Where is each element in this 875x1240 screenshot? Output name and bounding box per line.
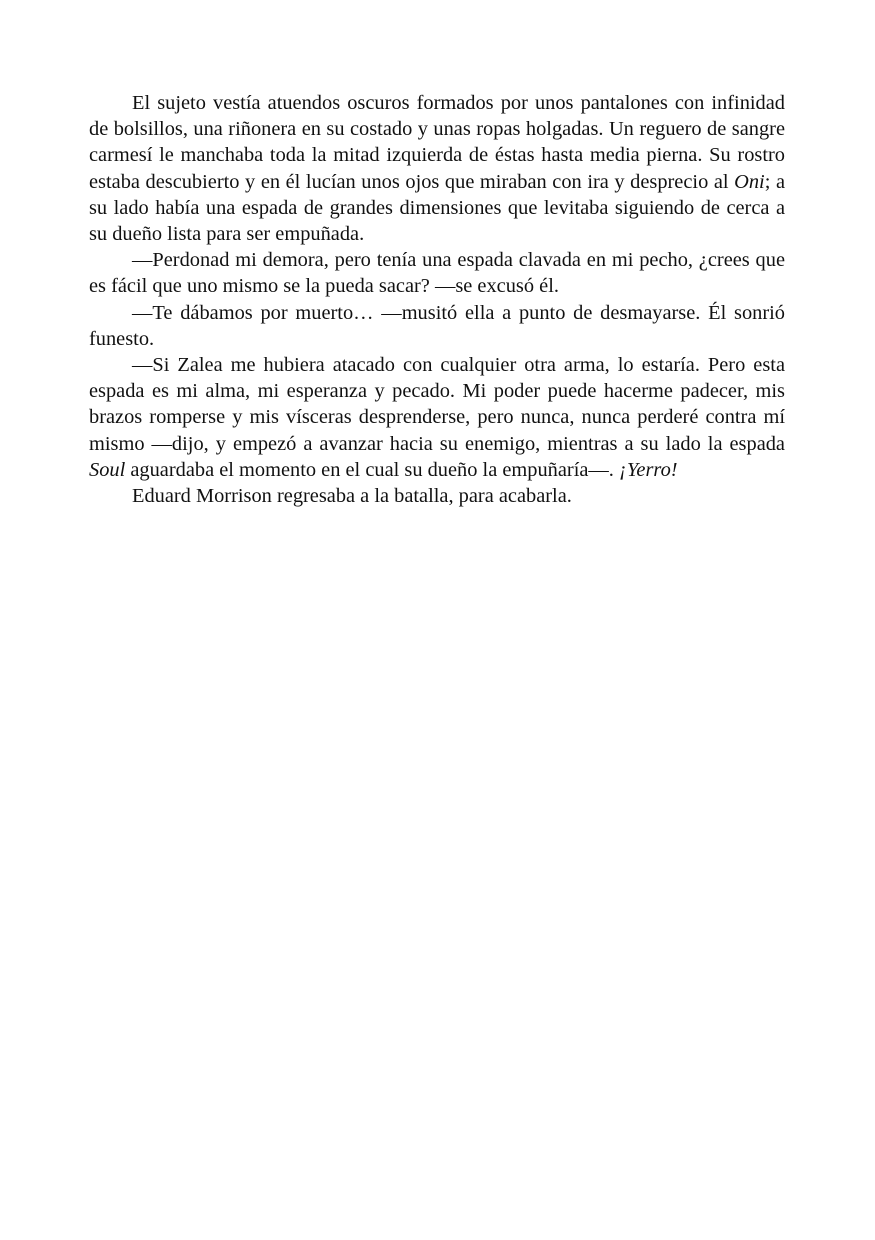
italic-exclamation-yerro: ¡Yerro! (619, 458, 678, 481)
paragraph-2 (89, 247, 785, 299)
paragraph-1-text-1: El sujeto vestía atuendos oscuros formados por unos pantalones con infinidad de bolsillos, una riñonera en su costado y unas ropas holgadas. Un reguero de sangre carmesí le manchaba toda la mitad izquierda de éstas hasta media pierna. Su rostro estaba descubierto y en él lucían unos ojos que miraban con ira y desprecio al (89, 92, 785, 193)
italic-word-soul: Soul (89, 458, 126, 481)
paragraph-5-text: Eduard Morrison regresaba a la batalla, para acabarla. (132, 485, 572, 508)
paragraph-2-text: —Perdonad mi demora, pero tenía una espada clavada en mi pecho, ¿crees que es fácil que uno mismo se la pueda sacar? —se excusó él. (89, 249, 785, 298)
paragraph-5 (89, 483, 785, 509)
paragraph-4 (89, 352, 785, 483)
paragraph-4-text-2: aguardaba el momento en el cual su dueño la empuñaría—. (125, 458, 619, 481)
paragraph-3-text: —Te dábamos por muerto… —musitó ella a punto de desmayarse. Él sonrió funesto. (89, 301, 785, 350)
italic-word-oni: Oni (734, 170, 765, 193)
paragraph-4-text-1: —Si Zalea me hubiera atacado con cualquier otra arma, lo estaría. Pero esta espada es mi alma, mi esperanza y pecado. Mi poder puede hacerme padecer, mis brazos romperse y mis vísceras desprenderse, pero nunca, nunca perderé contra mí mismo —dijo, y empezó a avanzar hacia su enemigo, mientras a su lado la espada (89, 354, 785, 455)
paragraph-1-text-2: ; a su lado había una espada de grandes dimensiones que levitaba siguiendo de cerca a su dueño lista para ser empuñada. (89, 170, 785, 246)
paragraph-3 (89, 300, 785, 352)
paragraph-1 (89, 90, 785, 247)
body-text (89, 90, 785, 509)
